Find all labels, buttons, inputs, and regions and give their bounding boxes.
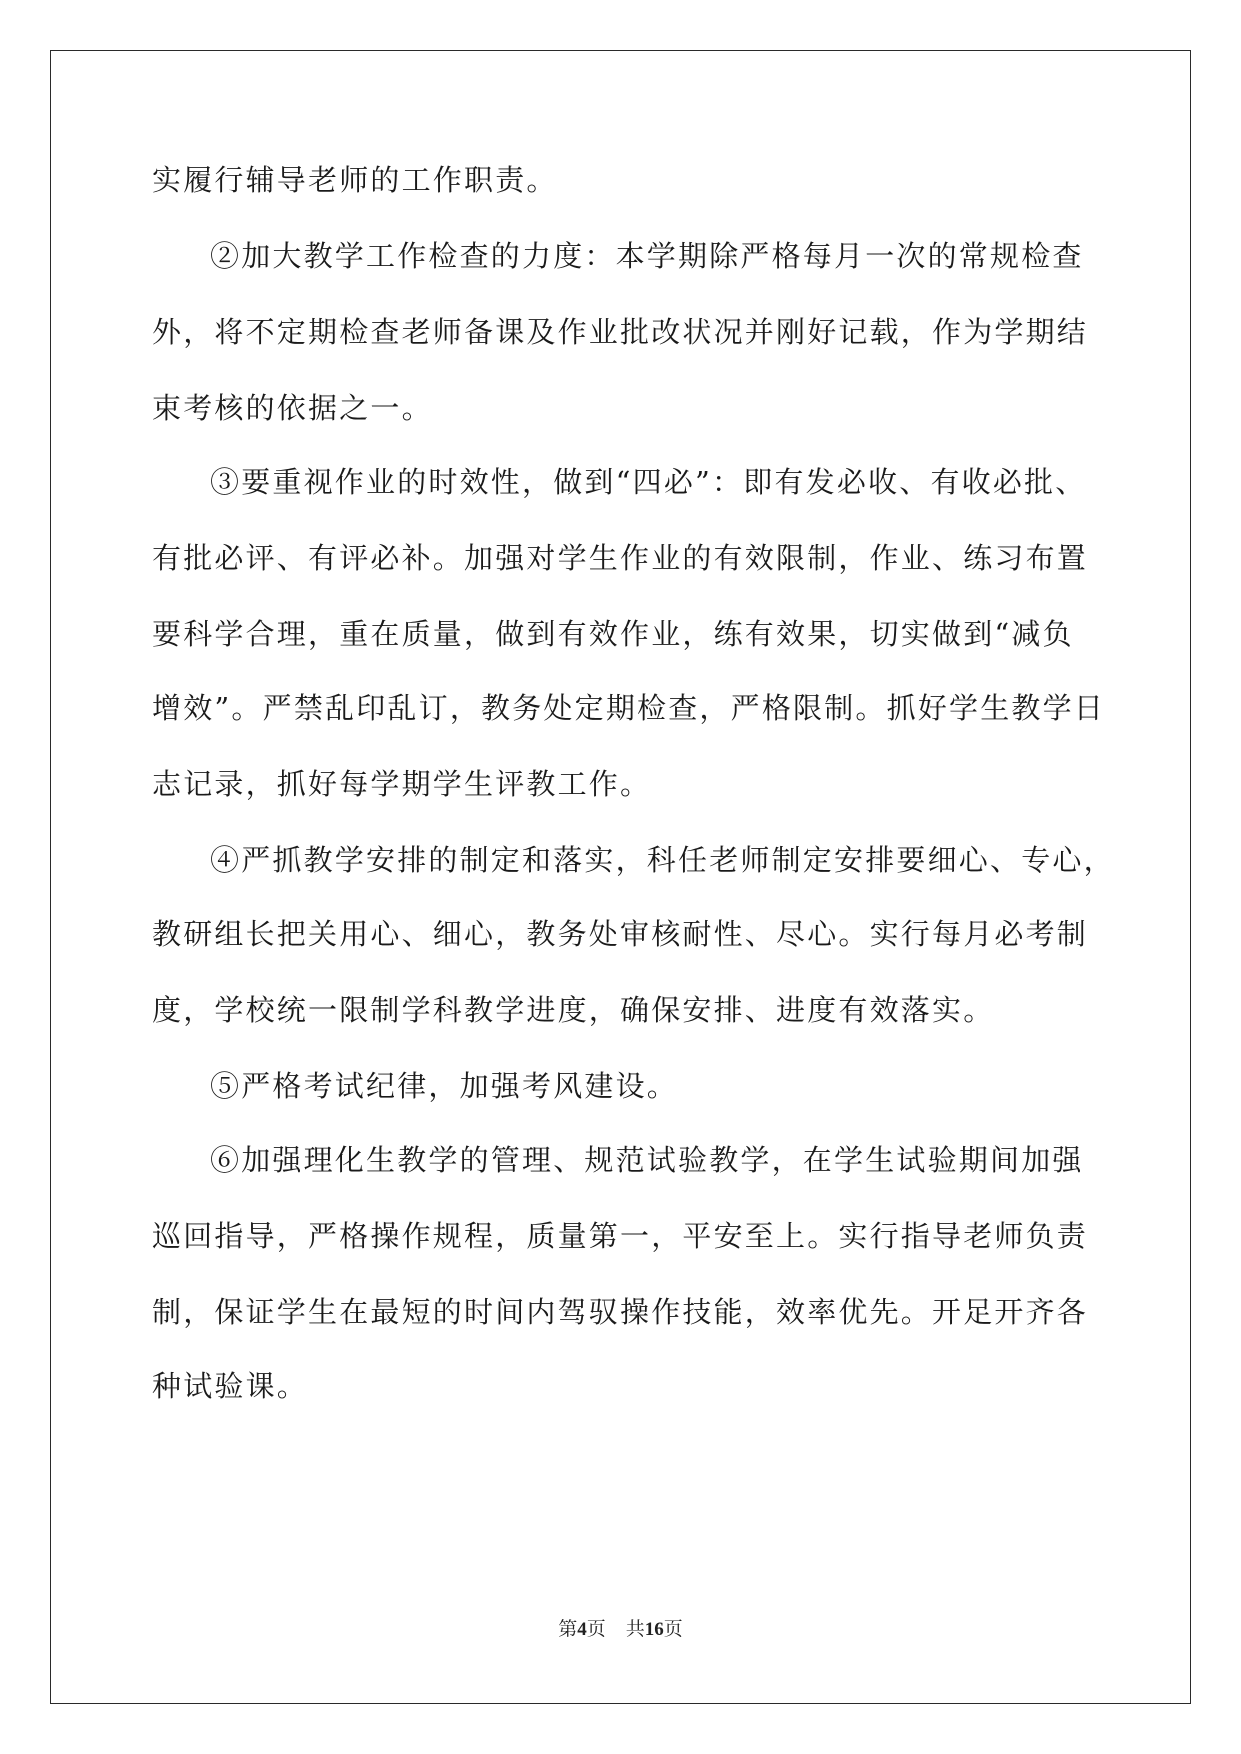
total-pages: 16: [644, 1619, 664, 1640]
text-line: 志记录，抓好每学期学生评教工作。: [152, 767, 652, 801]
text-line: 要科学合理，重在质量，做到有效作业，练有效果，切实做到“减负: [152, 617, 1074, 651]
text-line: 增效”。严禁乱印乱订，教务处定期检查，严格限制。抓好学生教学日: [152, 691, 1106, 725]
text-line: 外，将不定期检查老师备课及作业批改状况并刚好记载，作为学期结: [152, 315, 1089, 349]
page-number: 4: [577, 1619, 587, 1640]
total-prefix: 共: [625, 1619, 645, 1640]
page-suffix: 页: [586, 1619, 606, 1640]
text-line: 实履行辅导老师的工作职责。: [152, 163, 558, 197]
text-line: 巡回指导，严格操作规程，质量第一，平安至上。实行指导老师负责: [152, 1219, 1089, 1253]
text-line: 制，保证学生在最短的时间内驾驭操作技能，效率优先。开足开齐各: [152, 1295, 1089, 1329]
text-line: ②加大教学工作检查的力度：本学期除严格每月一次的常规检查: [210, 239, 1084, 273]
text-line: 教研组长把关用心、细心，教务处审核耐性、尽心。实行每月必考制: [152, 917, 1089, 951]
text-line: 有批必评、有评必补。加强对学生作业的有效限制，作业、练习布置: [152, 541, 1089, 575]
text-line: 束考核的依据之一。: [152, 391, 433, 425]
page-footer: [0, 1617, 1241, 1643]
text-line: ④严抓教学安排的制定和落实，科任老师制定安排要细心、专心，: [210, 843, 1115, 877]
text-line: ⑤严格考试纪律，加强考风建设。: [210, 1069, 679, 1103]
total-suffix: 页: [663, 1619, 683, 1640]
text-line: ③要重视作业的时效性，做到“四必”：即有发必收、有收必批、: [210, 465, 1087, 499]
text-line: 种试验课。: [152, 1369, 309, 1403]
text-line: ⑥加强理化生教学的管理、规范试验教学，在学生试验期间加强: [210, 1143, 1084, 1177]
text-line: 度，学校统一限制学科教学进度，确保安排、进度有效落实。: [152, 993, 995, 1027]
page-prefix: 第: [558, 1619, 578, 1640]
